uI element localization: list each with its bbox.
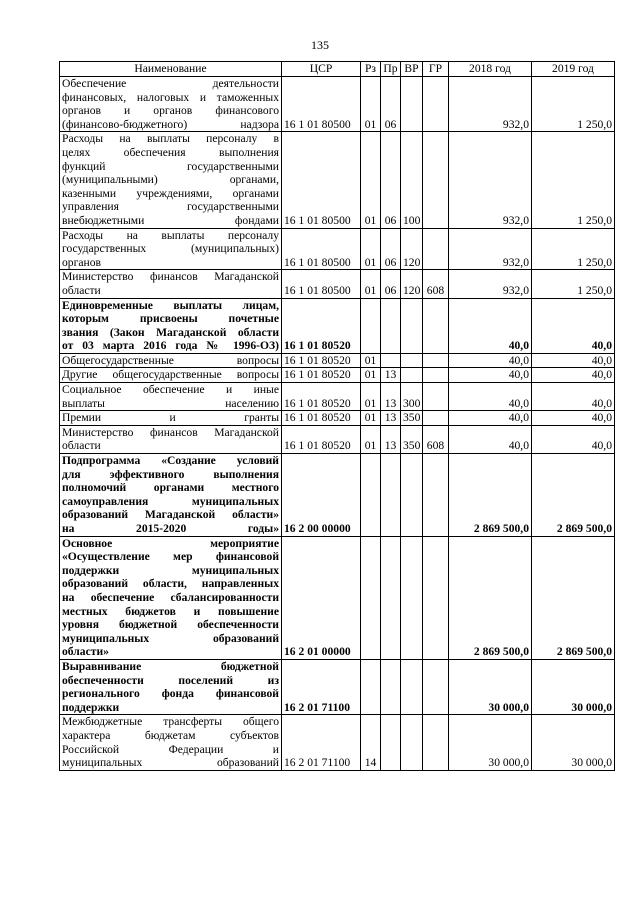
name-line: самоуправления муниципальных bbox=[62, 494, 279, 508]
cell-gr bbox=[423, 77, 449, 132]
cell-name bbox=[60, 77, 282, 132]
name-line: области bbox=[62, 439, 101, 453]
cell-pr: 06 bbox=[381, 132, 401, 228]
cell-2018: 30 000,0 bbox=[449, 659, 532, 714]
cell-vr: 300 bbox=[401, 383, 423, 411]
name-line: которым присвоены почетные bbox=[62, 312, 279, 326]
cell-2018: 2 869 500,0 bbox=[449, 454, 532, 537]
cell-rz: 01 bbox=[361, 383, 381, 411]
cell-pr bbox=[381, 353, 401, 368]
cell-vr bbox=[401, 536, 423, 659]
header-gr: ГР bbox=[423, 62, 449, 77]
cell-gr bbox=[423, 659, 449, 714]
cell-vr bbox=[401, 298, 423, 353]
cell-pr: 13 bbox=[381, 425, 401, 453]
name-line: Обеспечение деятельности bbox=[62, 77, 279, 90]
cell-pr bbox=[381, 298, 401, 353]
cell-name bbox=[60, 536, 282, 659]
cell-2018: 30 000,0 bbox=[449, 715, 532, 770]
name-line: области» bbox=[62, 645, 109, 659]
cell-gr bbox=[423, 411, 449, 426]
name-line: Расходы на выплаты персоналу bbox=[62, 228, 279, 242]
name-line: Министерство финансов Магаданской bbox=[62, 425, 279, 439]
name-line: образований области, направленных bbox=[62, 577, 279, 591]
cell-name bbox=[60, 715, 282, 770]
table-row bbox=[60, 411, 615, 426]
cell-vr: 120 bbox=[401, 270, 423, 298]
cell-name bbox=[60, 383, 282, 411]
cell-vr bbox=[401, 77, 423, 132]
cell-2019: 40,0 bbox=[532, 368, 615, 383]
cell-2018: 40,0 bbox=[449, 383, 532, 411]
name-line: Расходы на выплаты персоналу в bbox=[62, 132, 279, 146]
header-name: Наименование bbox=[60, 62, 282, 77]
cell-2018: 932,0 bbox=[449, 132, 532, 228]
cell-vr bbox=[401, 353, 423, 368]
name-line: выплаты населению bbox=[62, 396, 279, 410]
name-line: поддержки bbox=[62, 700, 120, 714]
cell-vr bbox=[401, 454, 423, 537]
name-line: звания (Закон Магаданской области bbox=[62, 325, 279, 339]
header-2018: 2018 год bbox=[449, 62, 532, 77]
cell-2019: 2 869 500,0 bbox=[532, 536, 615, 659]
cell-vr: 120 bbox=[401, 228, 423, 270]
name-line: на 2015-2020 годы» bbox=[62, 522, 279, 535]
cell-rz: 01 bbox=[361, 368, 381, 383]
cell-csr: 16 1 01 80500 bbox=[282, 228, 361, 270]
name-line: Другие общегосударственные вопросы bbox=[62, 368, 279, 382]
cell-gr bbox=[423, 454, 449, 537]
table-row bbox=[60, 298, 615, 353]
cell-pr bbox=[381, 659, 401, 714]
table-body bbox=[60, 77, 615, 771]
name-line: казенными учреждениями, органами bbox=[62, 186, 279, 200]
cell-csr: 16 1 01 80520 bbox=[282, 411, 361, 426]
name-line: муниципальных образований bbox=[62, 756, 279, 770]
cell-vr: 100 bbox=[401, 132, 423, 228]
cell-vr bbox=[401, 715, 423, 770]
cell-name bbox=[60, 454, 282, 537]
cell-name bbox=[60, 425, 282, 453]
cell-gr: 608 bbox=[423, 425, 449, 453]
cell-rz: 01 bbox=[361, 425, 381, 453]
name-line: полномочий органами местного bbox=[62, 481, 279, 495]
table-row bbox=[60, 659, 615, 714]
cell-2019: 40,0 bbox=[532, 425, 615, 453]
name-line: (финансово-бюджетного) надзора bbox=[62, 117, 279, 131]
cell-rz: 01 bbox=[361, 228, 381, 270]
name-line: Подпрограмма «Создание условий bbox=[62, 454, 279, 468]
cell-2018: 932,0 bbox=[449, 228, 532, 270]
cell-csr: 16 1 01 80520 bbox=[282, 298, 361, 353]
cell-csr: 16 1 01 80500 bbox=[282, 77, 361, 132]
header-vr: ВР bbox=[401, 62, 423, 77]
name-line: Российской Федерации и bbox=[62, 742, 279, 756]
cell-gr bbox=[423, 228, 449, 270]
name-line: Министерство финансов Магаданской bbox=[62, 270, 279, 284]
cell-2018: 40,0 bbox=[449, 368, 532, 383]
name-line: органов и органов финансового bbox=[62, 104, 279, 118]
table-row bbox=[60, 228, 615, 270]
cell-rz bbox=[361, 659, 381, 714]
name-line: обеспеченности поселений из bbox=[62, 673, 279, 687]
name-line: характера бюджетам субъектов bbox=[62, 728, 279, 742]
cell-2019: 1 250,0 bbox=[532, 77, 615, 132]
cell-rz: 01 bbox=[361, 77, 381, 132]
cell-csr: 16 2 01 71100 bbox=[282, 659, 361, 714]
cell-2019: 40,0 bbox=[532, 353, 615, 368]
cell-pr: 13 bbox=[381, 368, 401, 383]
cell-rz bbox=[361, 454, 381, 537]
cell-csr: 16 2 01 71100 bbox=[282, 715, 361, 770]
cell-vr: 350 bbox=[401, 411, 423, 426]
cell-2019: 30 000,0 bbox=[532, 659, 615, 714]
cell-gr bbox=[423, 715, 449, 770]
header-pr: Пр bbox=[381, 62, 401, 77]
cell-rz: 01 bbox=[361, 353, 381, 368]
cell-2019: 40,0 bbox=[532, 298, 615, 353]
cell-2018: 40,0 bbox=[449, 298, 532, 353]
cell-csr: 16 1 01 80500 bbox=[282, 270, 361, 298]
name-line: Социальное обеспечение и иные bbox=[62, 383, 279, 397]
cell-2018: 932,0 bbox=[449, 77, 532, 132]
cell-gr bbox=[423, 298, 449, 353]
cell-2019: 2 869 500,0 bbox=[532, 454, 615, 537]
table-row bbox=[60, 368, 615, 383]
cell-2019: 40,0 bbox=[532, 383, 615, 411]
table-row bbox=[60, 425, 615, 453]
cell-pr bbox=[381, 536, 401, 659]
cell-csr: 16 1 01 80520 bbox=[282, 383, 361, 411]
name-line: уровня бюджетной обеспеченности bbox=[62, 618, 279, 632]
cell-gr bbox=[423, 368, 449, 383]
cell-csr: 16 1 01 80520 bbox=[282, 353, 361, 368]
name-line: Общегосударственные вопросы bbox=[62, 353, 279, 367]
cell-2019: 1 250,0 bbox=[532, 228, 615, 270]
cell-2019: 40,0 bbox=[532, 411, 615, 426]
cell-csr: 16 1 01 80500 bbox=[282, 132, 361, 228]
cell-gr bbox=[423, 536, 449, 659]
cell-rz: 01 bbox=[361, 132, 381, 228]
cell-pr: 13 bbox=[381, 383, 401, 411]
name-line: (муниципальными) органами, bbox=[62, 173, 279, 187]
cell-csr: 16 1 01 80520 bbox=[282, 368, 361, 383]
name-line: целях обеспечения выполнения bbox=[62, 145, 279, 159]
header-2019: 2019 год bbox=[532, 62, 615, 77]
name-line: «Осуществление мер финансовой bbox=[62, 550, 279, 564]
cell-name bbox=[60, 298, 282, 353]
name-line: от 03 марта 2016 года № 1996-ОЗ) bbox=[62, 339, 279, 353]
cell-name bbox=[60, 411, 282, 426]
cell-name bbox=[60, 368, 282, 383]
name-line: регионального фонда финансовой bbox=[62, 687, 279, 701]
cell-gr bbox=[423, 383, 449, 411]
cell-rz bbox=[361, 536, 381, 659]
cell-name bbox=[60, 132, 282, 228]
cell-2018: 40,0 bbox=[449, 411, 532, 426]
name-line: на обеспечение сбалансированности bbox=[62, 590, 279, 604]
name-line: государственных (муниципальных) bbox=[62, 242, 279, 256]
name-line: образований Магаданской области» bbox=[62, 508, 279, 522]
name-line: управления государственными bbox=[62, 200, 279, 214]
cell-vr: 350 bbox=[401, 425, 423, 453]
name-line: для эффективного выполнения bbox=[62, 467, 279, 481]
cell-name bbox=[60, 659, 282, 714]
cell-2019: 30 000,0 bbox=[532, 715, 615, 770]
cell-name bbox=[60, 270, 282, 298]
table-row bbox=[60, 270, 615, 298]
name-line: Премии и гранты bbox=[62, 411, 279, 425]
name-line: Межбюджетные трансферты общего bbox=[62, 715, 279, 729]
cell-2018: 40,0 bbox=[449, 353, 532, 368]
cell-rz bbox=[361, 298, 381, 353]
cell-gr bbox=[423, 132, 449, 228]
header-csr: ЦСР bbox=[282, 62, 361, 77]
cell-pr: 13 bbox=[381, 411, 401, 426]
header-rz: Рз bbox=[361, 62, 381, 77]
cell-2018: 40,0 bbox=[449, 425, 532, 453]
table-row bbox=[60, 383, 615, 411]
cell-csr: 16 1 01 80520 bbox=[282, 425, 361, 453]
name-line: финансовых, налоговых и таможенных bbox=[62, 90, 279, 104]
cell-gr: 608 bbox=[423, 270, 449, 298]
cell-pr: 06 bbox=[381, 77, 401, 132]
cell-name bbox=[60, 228, 282, 270]
name-line: Основное мероприятие bbox=[62, 536, 279, 550]
table-row bbox=[60, 715, 615, 770]
cell-rz: 14 bbox=[361, 715, 381, 770]
name-line: местных бюджетов и повышение bbox=[62, 604, 279, 618]
cell-name bbox=[60, 353, 282, 368]
name-line: Выравнивание бюджетной bbox=[62, 659, 279, 673]
cell-rz: 01 bbox=[361, 411, 381, 426]
table-row bbox=[60, 77, 615, 132]
name-line: муниципальных образований bbox=[62, 631, 279, 645]
cell-csr: 16 2 00 00000 bbox=[282, 454, 361, 537]
table-row bbox=[60, 536, 615, 659]
name-line: внебюджетными фондами bbox=[62, 213, 279, 227]
budget-table bbox=[59, 61, 615, 771]
cell-pr: 06 bbox=[381, 228, 401, 270]
table-header-row bbox=[60, 62, 615, 77]
table-row bbox=[60, 353, 615, 368]
cell-csr: 16 2 01 00000 bbox=[282, 536, 361, 659]
cell-rz: 01 bbox=[361, 270, 381, 298]
name-line: поддержки муниципальных bbox=[62, 563, 279, 577]
name-line: области bbox=[62, 283, 101, 297]
cell-pr bbox=[381, 454, 401, 537]
cell-gr bbox=[423, 353, 449, 368]
table-row bbox=[60, 132, 615, 228]
cell-2019: 1 250,0 bbox=[532, 270, 615, 298]
cell-2018: 932,0 bbox=[449, 270, 532, 298]
name-line: функций государственными bbox=[62, 159, 279, 173]
cell-2019: 1 250,0 bbox=[532, 132, 615, 228]
table-row bbox=[60, 454, 615, 537]
cell-vr bbox=[401, 659, 423, 714]
name-line: Единовременные выплаты лицам, bbox=[62, 298, 279, 312]
cell-pr bbox=[381, 715, 401, 770]
page-number: 135 bbox=[311, 38, 329, 52]
cell-pr: 06 bbox=[381, 270, 401, 298]
name-line: органов bbox=[62, 255, 101, 269]
cell-vr bbox=[401, 368, 423, 383]
cell-2018: 2 869 500,0 bbox=[449, 536, 532, 659]
